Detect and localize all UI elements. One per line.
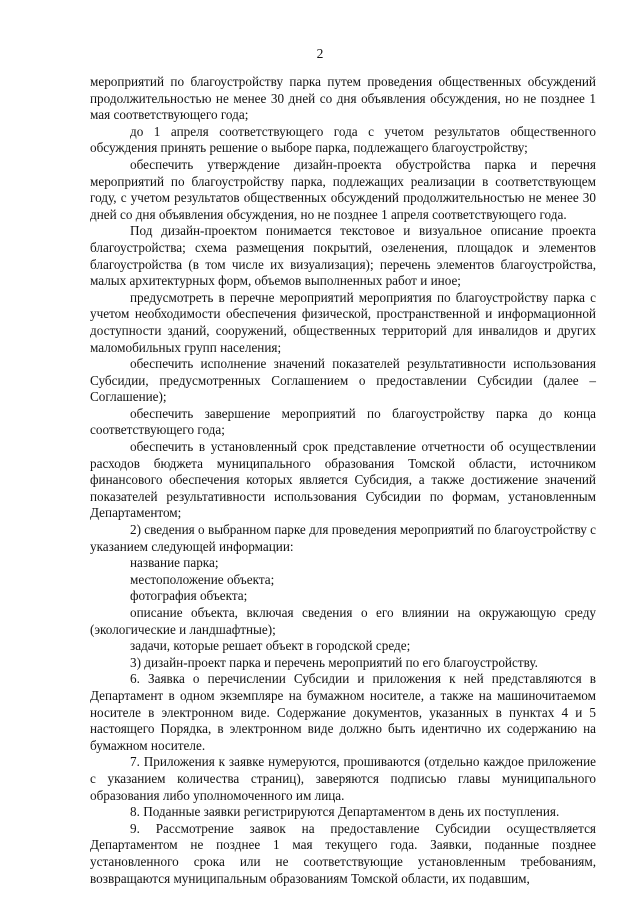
- paragraph: 3) дизайн-проект парка и перечень мероприятий по его благоустройству.: [130, 654, 538, 670]
- paragraph: обеспечить утверждение дизайн-проекта обустройства парка и перечня мероприятий по благоустройству парка, подлежащих реализации в соответствующем году, с учетом результатов общественных обсуждений продолжительностью не менее 30 дней со дня объявления обсуждения, но не позднее 1 апреля соответствующего года.: [90, 156, 596, 222]
- paragraph: 9. Рассмотрение заявок на предоставление Субсидии осуществляется Департаментом не позднее 1 мая текущего года. Заявки, поданные позднее установленного срока или не соответствующие установленным требованиям, возвращаются муниципальным образованиям Томской области, их подавшим,: [90, 820, 596, 886]
- paragraph: мероприятий по благоустройству парка путем проведения общественных обсуждений продолжительностью не менее 30 дней со дня объявления обсуждения, но не позднее 1 мая соответствующего года;: [90, 74, 596, 123]
- list-item: название парка;: [130, 555, 219, 571]
- paragraph: предусмотреть в перечне мероприятий мероприятия по благоустройству парка с учетом необходимости обеспечения физической, пространственной и информационной доступности зданий, сооружений, общественных территорий для инвалидов и других маломобильных групп населения;: [90, 289, 596, 355]
- page-number: 2: [316, 46, 324, 61]
- list-item: фотография объекта;: [130, 588, 248, 604]
- paragraph: Под дизайн-проектом понимается текстовое и визуальное описание проекта благоустройства; схема размещения покрытий, озеленения, площадок и элементов благоустройства (в том числе их визуализация); перечень элементов благоустройства, малых архитектурных форм, объемов выполненных работ и иное;: [90, 223, 596, 289]
- paragraph: обеспечить исполнение значений показателей результативности использования Субсидии, предусмотренных Соглашением о предоставлении Субсидии (далее – Соглашение);: [90, 356, 596, 405]
- paragraph: 8. Поданные заявки регистрируются Департаментом в день их поступления.: [130, 804, 560, 820]
- list-item: местоположение объекта;: [130, 571, 275, 587]
- paragraph: 6. Заявка о перечислении Субсидии и приложения к ней представляются в Департамент в одном экземпляре на бумажном носителе, а также на машиночитаемом носителе в электронном виде. Содержание документов, указанных в пунктах 4 и 5 настоящего Порядка, в электронном виде должно быть идентично их содержанию на бумажном носителе.: [90, 671, 596, 753]
- list-item: задачи, которые решает объект в городской среде;: [130, 638, 411, 654]
- paragraph: до 1 апреля соответствующего года с учетом результатов общественного обсуждения принять решение о выборе парка, подлежащего благоустройству;: [90, 123, 596, 156]
- paragraph: обеспечить завершение мероприятий по благоустройству парка до конца соответствующего года;: [90, 405, 596, 438]
- list-item: описание объекта, включая сведения о его влиянии на окружающую среду (экологические и ландшафтные);: [90, 605, 596, 637]
- paragraph: 2) сведения о выбранном парке для проведения мероприятий по благоустройству с указанием следующей информации:: [90, 522, 596, 554]
- document-body: [90, 74, 596, 887]
- paragraph: 7. Приложения к заявке нумеруются, прошиваются (отдельно каждое приложение с указанием количества страниц), заверяются подписью главы муниципального образования либо уполномоченного им лица.: [90, 754, 596, 803]
- paragraph: обеспечить в установленный срок представление отчетности об осуществлении расходов бюджета муниципального образования Томской области, источником финансового обеспечения которых является Субсидия, а также достижение значений показателей результативности использования Субсидии по формам, установленным Департаментом;: [90, 439, 596, 521]
